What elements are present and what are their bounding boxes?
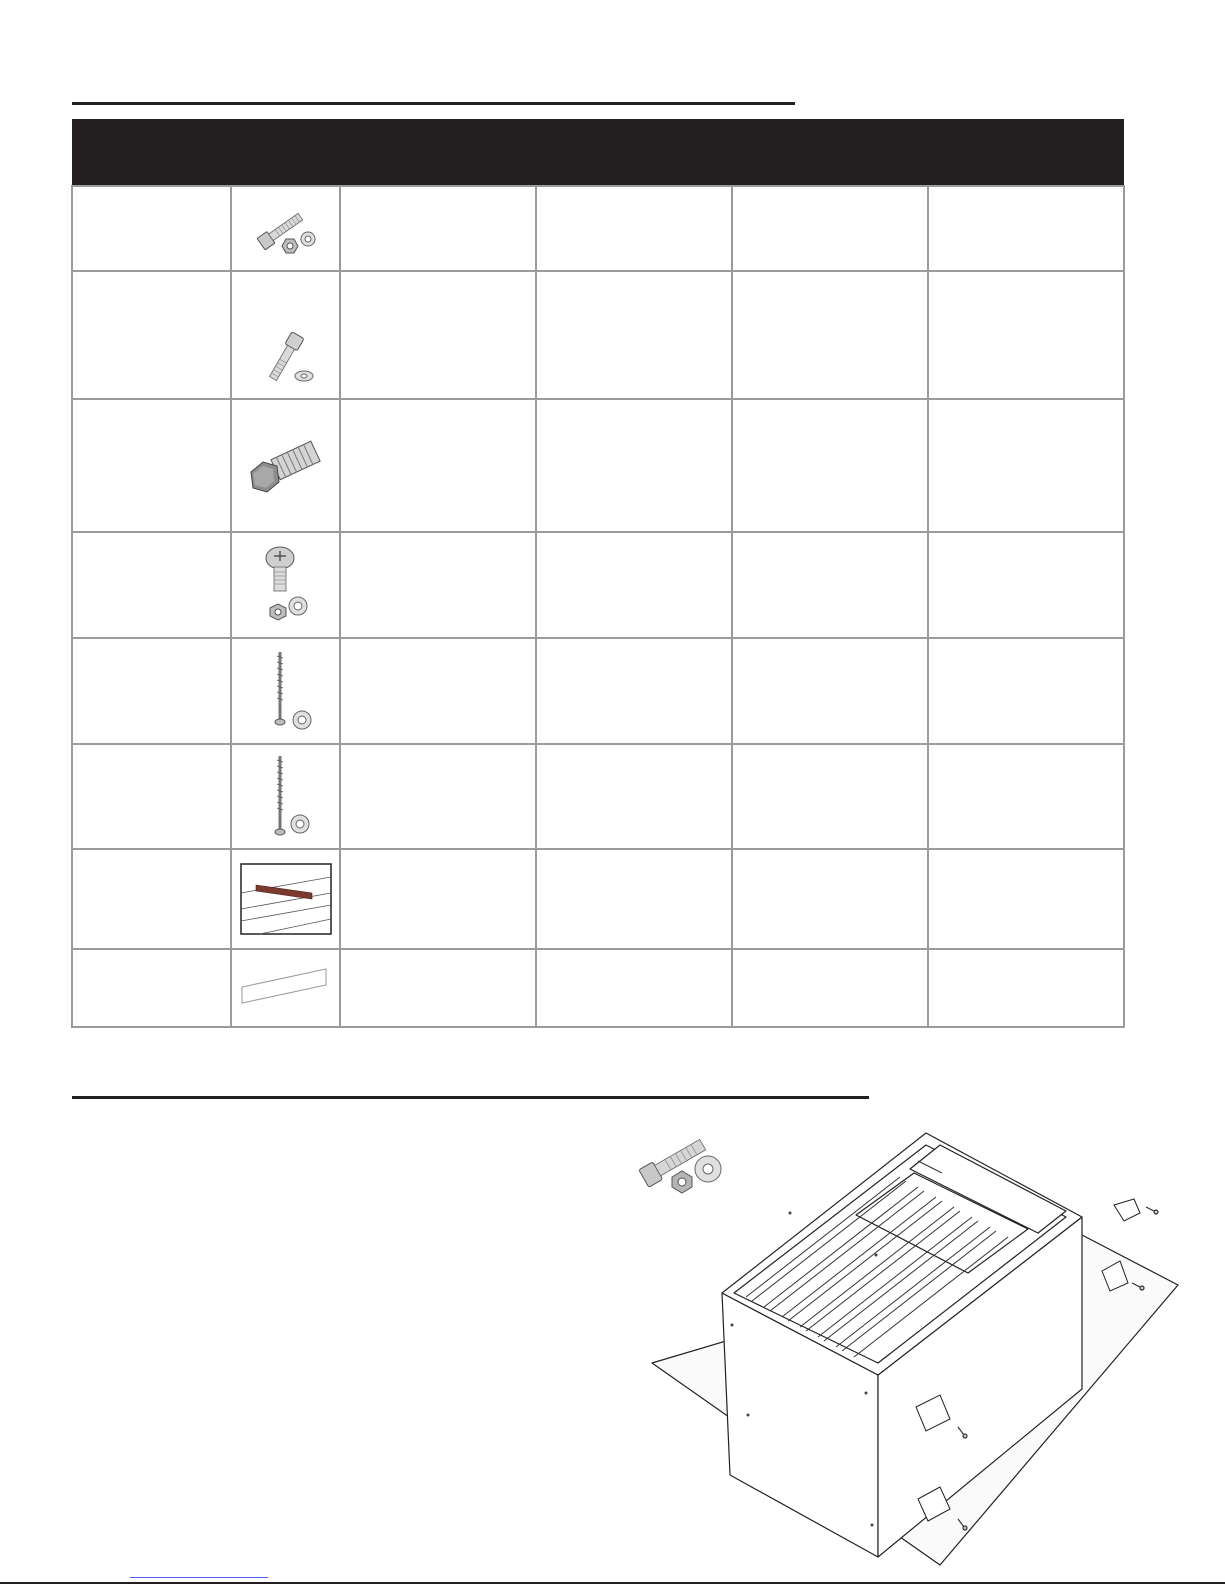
table-cell [340, 849, 536, 949]
table-cell [732, 271, 928, 399]
table-cell [732, 186, 928, 271]
table-cell [72, 532, 231, 638]
table-row [72, 744, 1124, 849]
long-lag-screw-washer-icon [246, 752, 326, 842]
carriage-bolt-nut-washer-icon [246, 540, 326, 630]
table-row [72, 849, 1124, 949]
table-cell [340, 399, 536, 532]
header-cell [340, 119, 536, 186]
table-cell [536, 744, 732, 849]
table-cell [732, 849, 928, 949]
table-cell [732, 949, 928, 1027]
link-underline [130, 1577, 268, 1578]
table-cell [231, 744, 340, 849]
table-cell [732, 399, 928, 532]
table-row [72, 949, 1124, 1027]
base-frame-assembly-illustration [620, 1125, 1200, 1575]
table-cell [340, 638, 536, 744]
table-cell [231, 949, 340, 1027]
table-cell [340, 744, 536, 849]
lag-screw-washer-icon [246, 646, 326, 736]
table-cell [536, 271, 732, 399]
header-cell [536, 119, 732, 186]
hex-bolt-nut-washer-icon [246, 199, 326, 259]
hex-bolt-nut-washer-icon [639, 1136, 721, 1193]
header-cell [928, 119, 1124, 186]
header-cell [72, 119, 231, 186]
table-cell [72, 949, 231, 1027]
table-cell [340, 532, 536, 638]
table-cell [231, 849, 340, 949]
table-cell [536, 186, 732, 271]
table-cell [72, 399, 231, 532]
table-cell [340, 186, 536, 271]
table-cell [72, 638, 231, 744]
socket-cap-screw-washer-icon [246, 324, 326, 388]
table-cell [732, 744, 928, 849]
table-cell [928, 399, 1124, 532]
table-cell [928, 532, 1124, 638]
table-cell [231, 186, 340, 271]
table-row [72, 399, 1124, 532]
weatherstrip-sample-icon [240, 863, 332, 935]
table-cell [536, 638, 732, 744]
hardware-table [71, 119, 1125, 1028]
flat-strip-icon [238, 963, 334, 1013]
header-cell [231, 119, 340, 186]
table-cell [231, 532, 340, 638]
table-cell [928, 271, 1124, 399]
table-cell [536, 949, 732, 1027]
table-header-row [72, 119, 1124, 186]
table-cell [231, 399, 340, 532]
table-cell [928, 186, 1124, 271]
table-cell [928, 849, 1124, 949]
table-cell [340, 949, 536, 1027]
section-rule-top [72, 102, 795, 105]
table-cell [732, 532, 928, 638]
table-cell [732, 638, 928, 744]
table-cell [72, 271, 231, 399]
table-cell [928, 744, 1124, 849]
table-cell [536, 532, 732, 638]
large-hex-bolt-icon [241, 426, 331, 506]
table-cell [231, 638, 340, 744]
table-cell [72, 744, 231, 849]
table-cell [536, 399, 732, 532]
table-row [72, 532, 1124, 638]
section-rule-middle [72, 1096, 869, 1099]
table-cell [928, 638, 1124, 744]
table-row [72, 186, 1124, 271]
table-cell [72, 849, 231, 949]
table-row [72, 271, 1124, 399]
table-cell [72, 186, 231, 271]
header-cell [732, 119, 928, 186]
table-cell [340, 271, 536, 399]
footer-rule [0, 1582, 1225, 1584]
table-cell [928, 949, 1124, 1027]
table-cell [536, 849, 732, 949]
table-cell [231, 271, 340, 399]
table-row [72, 638, 1124, 744]
